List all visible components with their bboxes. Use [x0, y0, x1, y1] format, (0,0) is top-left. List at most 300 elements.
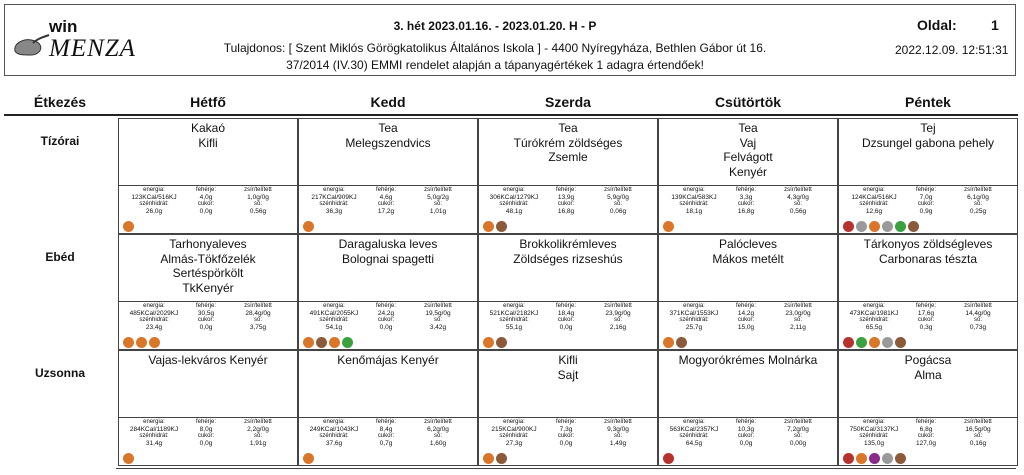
nutrition-column	[541, 187, 591, 215]
menu-cell-monday	[118, 350, 298, 466]
nutrition-column	[953, 187, 1003, 215]
nutrition-column	[593, 187, 643, 215]
nutrient-value-feherje: 24,2g	[377, 310, 395, 317]
menu-item: Zsemle	[548, 150, 588, 164]
nutrient-value-energia: 521KCal/2182KJ	[489, 310, 539, 317]
menu-item: Brokkolikrémleves	[519, 237, 617, 251]
nutrient-value-zsir: 5,9g/0g	[607, 194, 629, 201]
menu-items	[839, 237, 1017, 266]
nutrient-value-so: 0,06g	[609, 208, 627, 215]
nutrient-value-feherje: 30,5g	[197, 310, 215, 317]
menu-item: Vaj	[739, 135, 757, 150]
nutrient-label-cukor: cukor:	[557, 433, 575, 439]
nutrient-label-feherje: fehérje:	[555, 419, 576, 425]
nutrient-value-cukor: 0,0g	[739, 440, 753, 447]
nutrition-block	[659, 301, 837, 350]
menu-cell-friday	[838, 350, 1018, 466]
nutrition-column	[129, 419, 179, 447]
nutrient-value-so: 2,11g	[790, 324, 806, 331]
nutrient-label-feherje: fehérje:	[555, 187, 576, 193]
nutrient-value-feherje: 4,6g	[379, 194, 393, 201]
nutrient-label-so: só:	[253, 201, 262, 207]
menu-cell-friday	[838, 118, 1018, 234]
nutrient-label-cukor: cukor:	[377, 433, 395, 439]
nutrient-label-so: só:	[433, 317, 442, 323]
column-header-wednesday: Szerda	[545, 94, 591, 110]
menu-cell-tuesday	[298, 234, 478, 350]
nutrition-column	[669, 419, 719, 447]
allergen-icons	[663, 453, 674, 464]
menu-items	[659, 237, 837, 266]
menu-item: Mogyorókrémes Molnárka	[678, 353, 818, 367]
meal-label: Tízórai	[40, 134, 80, 148]
nutrient-label-cukor: cukor:	[737, 201, 755, 207]
menu-cell-friday	[838, 234, 1018, 350]
nutrient-value-szenhidrat: 31,4g	[145, 440, 163, 447]
winmenza-logo	[11, 13, 161, 71]
allergen-icon	[895, 453, 906, 464]
nutrient-value-szenhidrat: 135,0g	[864, 440, 884, 447]
nutrient-value-cukor: 0,9g	[919, 208, 933, 215]
header-divider	[4, 114, 1018, 116]
nutrient-value-zsir: 5,0g/2g	[427, 194, 449, 201]
nutrient-label-energia: energia:	[863, 303, 885, 309]
nutrient-label-feherje: fehérje:	[375, 303, 396, 309]
menu-items	[299, 121, 477, 150]
nutrient-value-zsir: 1,0g/0g	[247, 194, 269, 201]
nutrient-value-zsir: 19,5g/0g	[425, 310, 451, 317]
allergen-icons	[843, 337, 906, 348]
nutrient-label-so: só:	[613, 433, 622, 439]
nutrient-value-so: 3,75g	[249, 324, 267, 331]
nutrient-label-szenhidrat: szénhidrát:	[859, 317, 889, 323]
nutrient-value-energia: 491KCal/2055KJ	[309, 310, 359, 317]
menu-item: Kenőmájas Kenyér	[337, 353, 439, 367]
allergen-icon	[329, 337, 340, 348]
allergen-icon	[869, 337, 880, 348]
nutrient-label-cukor: cukor:	[917, 201, 935, 207]
nutrient-label-feherje: fehérje:	[195, 419, 216, 425]
nutrient-label-energia: energia:	[323, 303, 345, 309]
nutrition-column	[361, 303, 411, 331]
nutrient-value-szenhidrat: 36,3g	[325, 208, 343, 215]
allergen-icon	[843, 221, 854, 232]
nutrition-column	[953, 419, 1003, 447]
nutrient-value-feherje: 14,2g	[737, 310, 755, 317]
nutrient-value-so: 0,73g	[969, 324, 987, 331]
column-header-meal: Étkezés	[33, 94, 87, 110]
allergen-icons	[483, 221, 507, 232]
menu-cell-tuesday	[298, 350, 478, 466]
menu-items	[479, 121, 657, 165]
nutrient-label-feherje: fehérje:	[915, 303, 936, 309]
nutrient-label-zsir: zsír/telített	[784, 303, 812, 309]
nutrient-label-energia: energia:	[503, 187, 525, 193]
allergen-icon	[136, 337, 147, 348]
allergen-icon	[123, 453, 134, 464]
allergen-icon	[496, 453, 507, 464]
nutrient-label-szenhidrat: szénhidrát:	[679, 201, 709, 207]
nutrition-column	[413, 419, 463, 447]
nutrient-label-energia: energia:	[683, 419, 705, 425]
menu-items	[839, 353, 1017, 382]
nutrient-label-energia: energia:	[683, 303, 705, 309]
nutrient-label-zsir: zsír/telített	[424, 419, 452, 425]
nutrient-label-feherje: fehérje:	[195, 303, 216, 309]
nutrient-value-so: 1,49g	[609, 440, 627, 447]
nutrition-column	[129, 303, 179, 331]
menu-item: Tea	[378, 121, 398, 135]
nutrient-value-zsir: 23,0g/0g	[785, 310, 811, 317]
menu-items	[479, 237, 657, 266]
nutrient-label-zsir: zsír/telített	[784, 419, 812, 425]
nutrition-column	[593, 303, 643, 331]
allergen-icon	[856, 221, 867, 232]
nutrient-label-szenhidrat: szénhidrát:	[139, 201, 169, 207]
nutrient-label-szenhidrat: szénhidrát:	[499, 317, 529, 323]
allergen-icon	[663, 453, 674, 464]
nutrient-value-szenhidrat: 48,1g	[505, 208, 523, 215]
menu-item: Daragaluska leves	[338, 237, 438, 251]
allergen-icon	[303, 221, 314, 232]
nutrient-value-feherje: 8,0g	[199, 426, 213, 433]
menu-items	[119, 353, 297, 368]
nutrient-label-feherje: fehérje:	[915, 187, 936, 193]
nutrient-label-so: só:	[433, 433, 442, 439]
nutrition-column	[233, 303, 283, 331]
menu-items	[839, 121, 1017, 150]
nutrient-label-so: só:	[973, 201, 982, 207]
nutrition-column	[233, 419, 283, 447]
report-header	[4, 4, 1016, 76]
nutrient-label-feherje: fehérje:	[915, 419, 936, 425]
nutrition-column	[181, 187, 231, 215]
nutrient-label-feherje: fehérje:	[735, 303, 756, 309]
nutrition-column	[669, 187, 719, 215]
allergen-icon	[882, 337, 893, 348]
nutrition-block	[479, 417, 657, 466]
allergen-icons	[483, 337, 507, 348]
allergen-icon	[342, 337, 353, 348]
nutrient-value-szenhidrat: 18,1g	[685, 208, 703, 215]
nutrition-column	[489, 187, 539, 215]
nutrient-label-energia: energia:	[323, 187, 345, 193]
menu-items	[299, 237, 477, 266]
allergen-icons	[663, 221, 674, 232]
meal-label: Ebéd	[45, 250, 75, 264]
nutrition-column	[361, 187, 411, 215]
nutrition-column	[849, 187, 899, 215]
nutrient-value-so: 3,42g	[429, 324, 447, 331]
nutrient-value-zsir: 2,2g/0g	[247, 426, 269, 433]
ladle-icon	[11, 31, 51, 59]
nutrition-column	[541, 419, 591, 447]
nutrient-value-energia: 139KCal/583KJ	[671, 194, 717, 201]
nutrient-value-energia: 123KCal/516KJ	[131, 194, 177, 201]
allergen-icons	[123, 337, 160, 348]
nutrient-value-feherje: 7,0g	[919, 194, 933, 201]
nutrient-label-szenhidrat: szénhidrát:	[319, 201, 349, 207]
nutrient-value-zsir: 4,3g/0g	[787, 194, 809, 201]
nutrient-value-feherje: 6,8g	[919, 426, 933, 433]
nutrition-column	[721, 303, 771, 331]
nutrient-value-feherje: 7,3g	[559, 426, 573, 433]
nutrient-label-so: só:	[793, 433, 802, 439]
nutrient-label-cukor: cukor:	[917, 433, 935, 439]
allergen-icon	[882, 453, 893, 464]
nutrition-column	[669, 303, 719, 331]
meal-label: Uzsonna	[34, 366, 85, 380]
nutrition-column	[849, 303, 899, 331]
allergen-icons	[303, 221, 314, 232]
menu-items	[299, 353, 477, 368]
nutrient-value-szenhidrat: 64,5g	[685, 440, 703, 447]
allergen-icons	[663, 337, 687, 348]
nutrition-block	[839, 185, 1017, 234]
nutrient-label-so: só:	[613, 317, 622, 323]
nutrient-value-energia: 306KCal/1279KJ	[489, 194, 539, 201]
menu-items	[119, 121, 297, 150]
nutrient-label-so: só:	[973, 317, 982, 323]
menu-item: Kifli	[198, 135, 218, 150]
allergen-icon	[856, 337, 867, 348]
nutrient-label-energia: energia:	[503, 419, 525, 425]
nutrient-label-szenhidrat: szénhidrát:	[139, 433, 169, 439]
nutrient-label-zsir: zsír/telített	[604, 187, 632, 193]
menu-item: Mákos metélt	[712, 251, 784, 266]
nutrient-label-cukor: cukor:	[737, 433, 755, 439]
nutrient-value-feherje: 17,6g	[917, 310, 935, 317]
nutrition-block	[659, 417, 837, 466]
nutrient-value-so: 1,60g	[429, 440, 447, 447]
nutrient-label-so: só:	[613, 201, 622, 207]
owner-line: Tulajdonos: [ Szent Miklós Görögkatolikus Általános Iskola ] - 4400 Nyíregyháza, Bethlen Gábor út 16.	[223, 41, 767, 55]
nutrient-label-zsir: zsír/telített	[964, 303, 992, 309]
menu-cell-wednesday	[478, 118, 658, 234]
nutrition-block	[299, 417, 477, 466]
nutrition-column	[849, 419, 899, 447]
menu-item: TkKenyér	[182, 280, 234, 295]
nutrition-block	[119, 417, 297, 466]
nutrient-label-szenhidrat: szénhidrát:	[319, 433, 349, 439]
allergen-icon	[908, 221, 919, 232]
allergen-icon	[843, 337, 854, 348]
nutrient-label-cukor: cukor:	[197, 201, 215, 207]
nutrient-label-zsir: zsír/telített	[604, 303, 632, 309]
nutrient-label-cukor: cukor:	[377, 317, 395, 323]
nutrition-column	[953, 303, 1003, 331]
menu-item: Kifli	[558, 353, 578, 367]
nutrient-value-cukor: 16,8g	[557, 208, 575, 215]
nutrient-label-energia: energia:	[143, 303, 165, 309]
nutrient-label-feherje: fehérje:	[375, 187, 396, 193]
nutrient-label-feherje: fehérje:	[195, 187, 216, 193]
nutrient-value-so: 2,16g	[609, 324, 627, 331]
nutrient-value-zsir: 16,5g/0g	[965, 426, 991, 433]
nutrient-label-so: só:	[253, 433, 262, 439]
menu-item: Almás-Tökfőzelék	[160, 251, 256, 266]
menu-item: Carbonaras tészta	[878, 251, 978, 266]
nutrition-column	[413, 303, 463, 331]
nutrient-value-energia: 124KCal/516KJ	[851, 194, 897, 201]
nutrient-value-feherje: 18,4g	[557, 310, 575, 317]
logo-menza-text: MENZA	[49, 35, 136, 62]
nutrient-value-so: 1,91g	[249, 440, 267, 447]
allergen-icon	[303, 453, 314, 464]
menu-item: Tej	[920, 121, 936, 135]
nutrition-block	[479, 185, 657, 234]
nutrition-block	[119, 185, 297, 234]
nutrient-value-so: 0,16g	[969, 440, 987, 447]
nutrient-label-szenhidrat: szénhidrát:	[859, 201, 889, 207]
allergen-icon	[676, 337, 687, 348]
nutrient-label-feherje: fehérje:	[735, 187, 756, 193]
allergen-icons	[303, 337, 353, 348]
menu-item: Dzsungel gabona pehely	[861, 135, 995, 150]
menu-items	[659, 121, 837, 179]
menu-cell-monday	[118, 234, 298, 350]
nutrition-column	[773, 303, 823, 331]
allergen-icon	[483, 337, 494, 348]
nutrition-block	[839, 301, 1017, 350]
menu-item: Kenyér	[728, 164, 768, 179]
nutrient-value-so: 0,56g	[789, 208, 807, 215]
nutrient-label-so: só:	[973, 433, 982, 439]
column-header-tuesday: Kedd	[370, 94, 406, 110]
nutrient-value-energia: 563KCal/2357KJ	[669, 426, 719, 433]
nutrient-label-cukor: cukor:	[197, 317, 215, 323]
nutrient-value-so: 0,00g	[789, 440, 807, 447]
allergen-icons	[843, 221, 919, 232]
nutrition-column	[181, 419, 231, 447]
allergen-icon	[496, 337, 507, 348]
nutrient-value-cukor: 16,8g	[737, 208, 755, 215]
nutrient-label-energia: energia:	[683, 187, 705, 193]
nutrient-label-zsir: zsír/telített	[604, 419, 632, 425]
nutrient-label-feherje: fehérje:	[735, 419, 756, 425]
menu-cell-tuesday	[298, 118, 478, 234]
nutrition-column	[901, 187, 951, 215]
menu-cell-thursday	[658, 234, 838, 350]
allergen-icon	[483, 453, 494, 464]
menu-item: Sajt	[557, 367, 579, 382]
nutrition-column	[361, 419, 411, 447]
allergen-icon	[303, 337, 314, 348]
allergen-icon	[869, 453, 880, 464]
nutrient-value-szenhidrat: 37,6g	[325, 440, 343, 447]
nutrient-label-energia: energia:	[863, 187, 885, 193]
nutrition-block	[659, 185, 837, 234]
nutrient-value-energia: 371KCal/1553KJ	[669, 310, 719, 317]
nutrient-label-cukor: cukor:	[377, 201, 395, 207]
nutrient-label-zsir: zsír/telített	[964, 187, 992, 193]
nutrient-value-cukor: 15,0g	[737, 324, 755, 331]
nutrition-column	[721, 419, 771, 447]
nutrient-label-energia: energia:	[863, 419, 885, 425]
menu-items	[659, 353, 837, 368]
nutrient-label-energia: energia:	[503, 303, 525, 309]
allergen-icons	[303, 453, 314, 464]
nutrient-label-cukor: cukor:	[557, 201, 575, 207]
nutrient-label-cukor: cukor:	[737, 317, 755, 323]
nutrient-value-cukor: 0,7g	[379, 440, 393, 447]
allergen-icon	[123, 337, 134, 348]
nutrient-value-so: 1,01g	[429, 208, 447, 215]
nutrient-label-energia: energia:	[143, 187, 165, 193]
nutrient-label-szenhidrat: szénhidrát:	[859, 433, 889, 439]
menu-items	[479, 353, 657, 382]
allergen-icon	[149, 337, 160, 348]
nutrition-column	[541, 303, 591, 331]
nutrient-value-cukor: 0,3g	[919, 324, 933, 331]
allergen-icon	[882, 221, 893, 232]
nutrient-value-szenhidrat: 65,5g	[865, 324, 883, 331]
nutrient-value-zsir: 9,3g/0g	[607, 426, 629, 433]
nutrient-label-feherje: fehérje:	[555, 303, 576, 309]
nutrient-label-zsir: zsír/telített	[244, 303, 272, 309]
nutrient-value-cukor: 0,0g	[559, 324, 573, 331]
nutrient-value-cukor: 0,0g	[559, 440, 573, 447]
column-header-thursday: Csütörtök	[714, 94, 782, 110]
nutrient-label-cukor: cukor:	[557, 317, 575, 323]
nutrient-value-szenhidrat: 25,7g	[685, 324, 703, 331]
nutrient-label-szenhidrat: szénhidrát:	[679, 317, 709, 323]
nutrient-label-zsir: zsír/telített	[784, 187, 812, 193]
menu-item: Felvágott	[723, 150, 773, 164]
menu-item: Tea	[558, 121, 578, 135]
menu-cell-monday	[118, 118, 298, 234]
nutrient-value-zsir: 7,2g/0g	[787, 426, 809, 433]
nutrition-block	[299, 185, 477, 234]
nutrient-value-energia: 485KCal/2029KJ	[129, 310, 179, 317]
allergen-icon	[856, 453, 867, 464]
allergen-icons	[843, 453, 906, 464]
nutrient-label-zsir: zsír/telített	[964, 419, 992, 425]
allergen-icons	[483, 453, 507, 464]
menu-cell-thursday	[658, 118, 838, 234]
allergen-icon	[123, 221, 134, 232]
nutrient-label-szenhidrat: szénhidrát:	[499, 201, 529, 207]
nutrient-value-feherje: 4,0g	[199, 194, 213, 201]
nutrient-value-cukor: 0,0g	[379, 324, 393, 331]
nutrition-block	[119, 301, 297, 350]
nutrition-column	[773, 187, 823, 215]
nutrition-column	[309, 187, 359, 215]
menu-item: Sertéspörkölt	[172, 266, 244, 280]
logo-win-text: win	[49, 17, 78, 36]
menu-item: Túrókrém zöldséges	[513, 135, 623, 150]
column-header-monday: Hétfő	[190, 94, 226, 110]
nutrient-value-zsir: 14,4g/0g	[965, 310, 991, 317]
nutrient-value-szenhidrat: 26,0g	[145, 208, 163, 215]
nutrient-label-so: só:	[793, 317, 802, 323]
nutrient-label-szenhidrat: szénhidrát:	[499, 433, 529, 439]
allergen-icon	[496, 221, 507, 232]
nutrient-value-energia: 284KCal/1189KJ	[129, 426, 179, 433]
nutrient-label-cukor: cukor:	[917, 317, 935, 323]
menu-item: Kakaó	[190, 121, 226, 135]
menu-cell-thursday	[658, 350, 838, 466]
nutrition-block	[299, 301, 477, 350]
allergen-icon	[895, 221, 906, 232]
allergen-icon	[869, 221, 880, 232]
nutrient-value-cukor: 0,0g	[199, 208, 213, 215]
nutrition-column	[309, 419, 359, 447]
nutrient-value-zsir: 28,4g/0g	[245, 310, 271, 317]
nutrient-label-zsir: zsír/telített	[244, 419, 272, 425]
nutrient-value-zsir: 6,1g/0g	[967, 194, 989, 201]
nutrient-value-so: 0,56g	[249, 208, 267, 215]
